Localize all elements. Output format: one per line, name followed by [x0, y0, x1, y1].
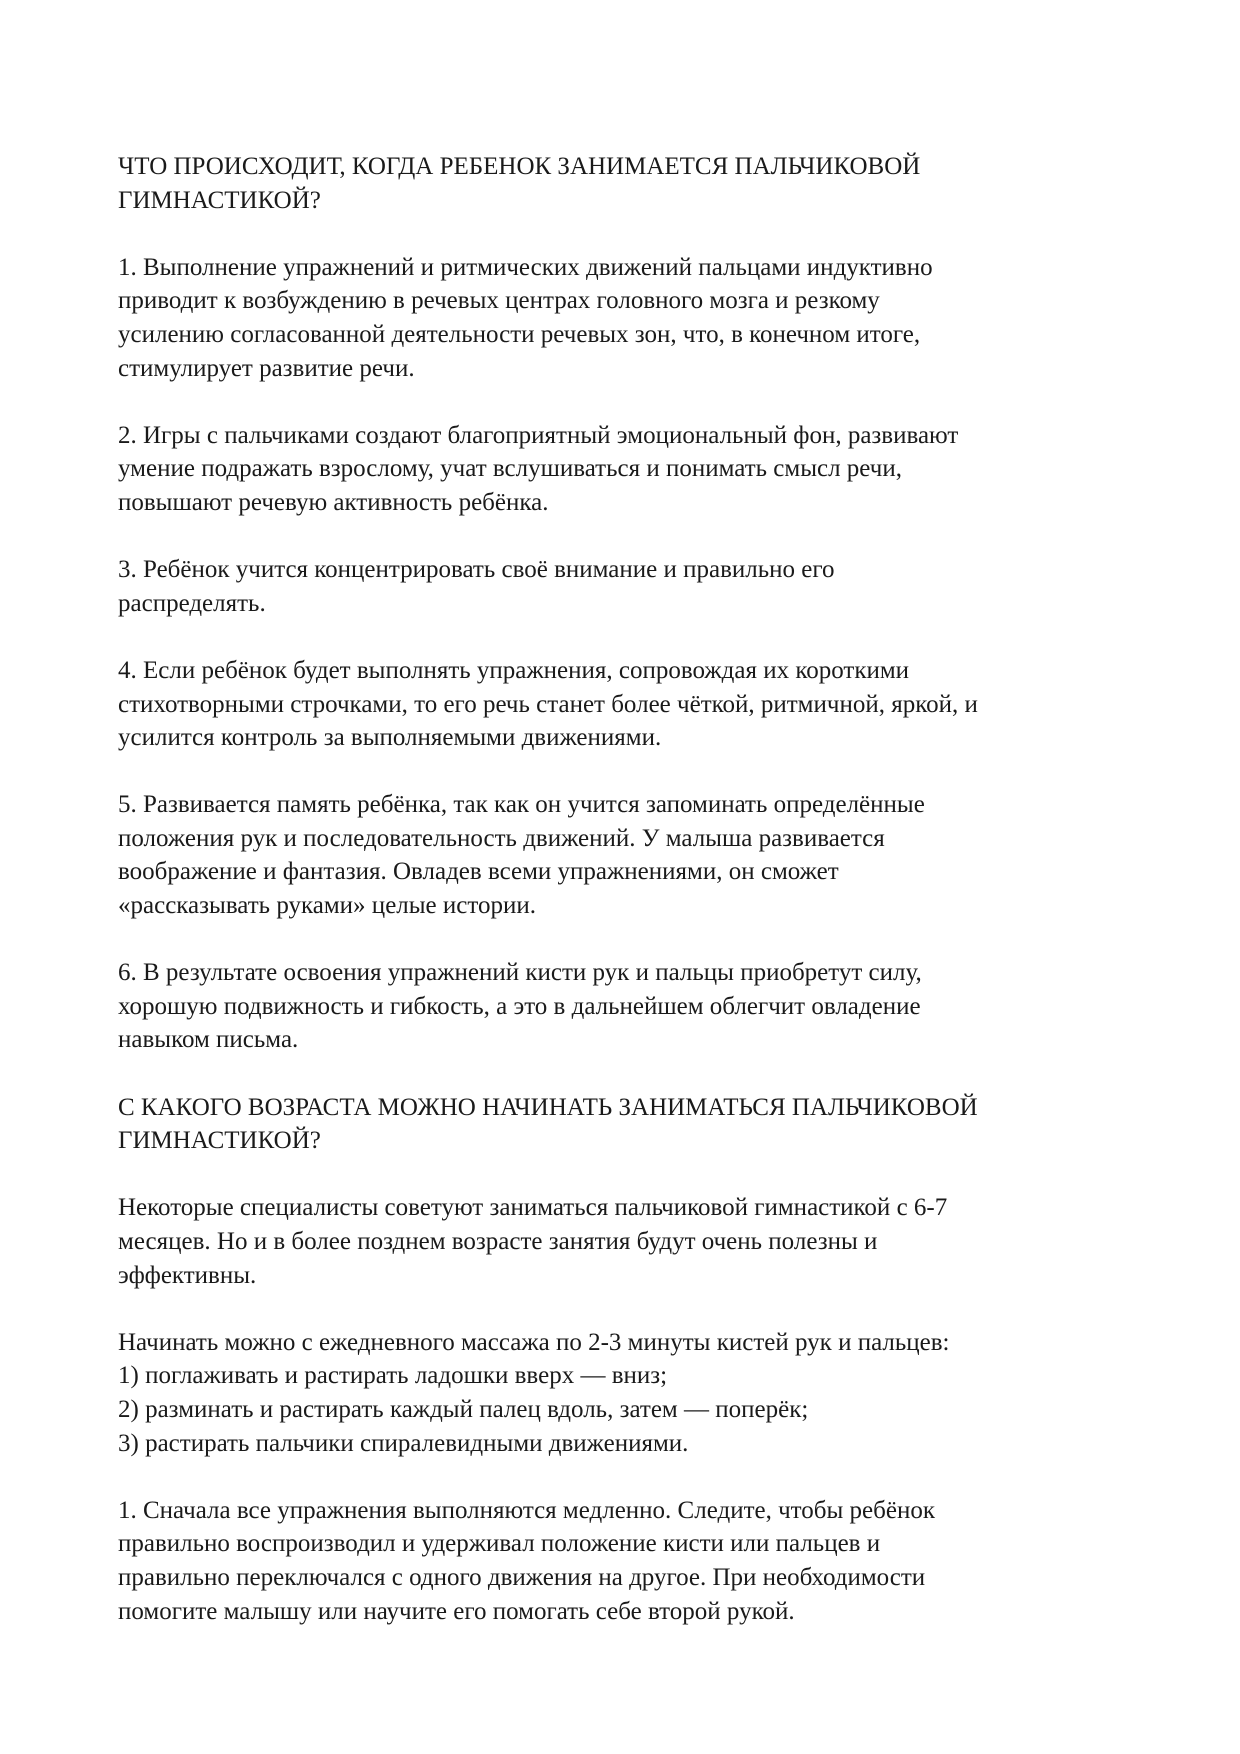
- list-item: 1) поглаживать и растирать ладошки вверх — вниз;: [118, 1362, 668, 1390]
- text-line: Некоторые специалисты советуют заниматься пальчиковой гимнастикой с 6-7: [118, 1194, 948, 1222]
- text-line: стимулирует развитие речи.: [118, 354, 415, 382]
- text-line: эффективны.: [118, 1261, 257, 1289]
- text-line: повышают речевую активность ребёнка.: [118, 488, 549, 516]
- heading-line: ГИМНАСТИКОЙ?: [118, 1127, 321, 1155]
- text-line: воображение и фантазия. Овладев всеми упражнениями, он сможет: [118, 858, 839, 886]
- text-line: 6. В результате освоения упражнений кисти рук и пальцы приобретут силу,: [118, 959, 922, 987]
- text-line: умение подражать взрослому, учат вслушиваться и понимать смысл речи,: [118, 455, 902, 483]
- text-line: хорошую подвижность и гибкость, а это в дальнейшем облегчит овладение: [118, 992, 921, 1020]
- section-heading-what-happens: [118, 150, 1138, 217]
- heading-line: ЧТО ПРОИСХОДИТ, КОГДА РЕБЕНОК ЗАНИМАЕТСЯ ПАЛЬЧИКОВОЙ: [118, 153, 921, 180]
- document-page: [118, 150, 1138, 1662]
- text-line: распределять.: [118, 589, 266, 617]
- paragraph-item-1: [118, 251, 1138, 385]
- text-line: усилится контроль за выполняемыми движениями.: [118, 724, 662, 752]
- paragraph-advice-1: [118, 1494, 1138, 1628]
- text-line: правильно переключался с одного движения на другое. При необходимости: [118, 1563, 926, 1591]
- text-line: помогите малышу или научите его помогать себе второй рукой.: [118, 1597, 795, 1625]
- text-line: положения рук и последовательность движений. У малыша развивается: [118, 824, 885, 852]
- text-line: правильно воспроизводил и удерживал положение кисти или пальцев и: [118, 1530, 881, 1558]
- heading-line: ГИМНАСТИКОЙ?: [118, 186, 321, 214]
- paragraph-item-6: [118, 956, 1138, 1057]
- paragraph-massage-list: [118, 1326, 1138, 1460]
- section-heading-age: [118, 1091, 1138, 1158]
- text-line: навыком письма.: [118, 1026, 299, 1054]
- heading-line: С КАКОГО ВОЗРАСТА МОЖНО НАЧИНАТЬ ЗАНИМАТЬСЯ ПАЛЬЧИКОВОЙ: [118, 1093, 978, 1121]
- text-line: 1. Сначала все упражнения выполняются медленно. Следите, чтобы ребёнок: [118, 1496, 935, 1524]
- text-line: 4. Если ребёнок будет выполнять упражнения, сопровождая их короткими: [118, 656, 910, 684]
- paragraph-item-3: [118, 553, 1138, 620]
- text-line: 3. Ребёнок учится концентрировать своё внимание и правильно его: [118, 556, 835, 584]
- text-line: Начинать можно с ежедневного массажа по 2-3 минуты кистей рук и пальцев:: [118, 1328, 950, 1356]
- paragraph-item-4: [118, 654, 1138, 755]
- text-line: 2. Игры с пальчиками создают благоприятный эмоциональный фон, развивают: [118, 421, 959, 449]
- text-line: стихотворными строчками, то его речь станет более чёткой, ритмичной, яркой, и: [118, 690, 978, 718]
- text-line: приводит к возбуждению в речевых центрах головного мозга и резкому: [118, 287, 880, 315]
- list-item: 3) растирать пальчики спиралевидными движениями.: [118, 1429, 689, 1457]
- paragraph-item-5: [118, 788, 1138, 922]
- text-line: 5. Развивается память ребёнка, так как он учится запоминать определённые: [118, 791, 925, 819]
- text-line: «рассказывать руками» целые истории.: [118, 892, 536, 920]
- text-line: усилению согласованной деятельности речевых зон, что, в конечном итоге,: [118, 320, 921, 348]
- text-line: месяцев. Но и в более позднем возрасте занятия будут очень полезны и: [118, 1228, 878, 1255]
- paragraph-item-2: [118, 419, 1138, 520]
- list-item: 2) разминать и растирать каждый палец вдоль, затем — поперёк;: [118, 1395, 809, 1423]
- paragraph-intro: [118, 1191, 1138, 1292]
- text-line: 1. Выполнение упражнений и ритмических движений пальцами индуктивно: [118, 253, 933, 281]
